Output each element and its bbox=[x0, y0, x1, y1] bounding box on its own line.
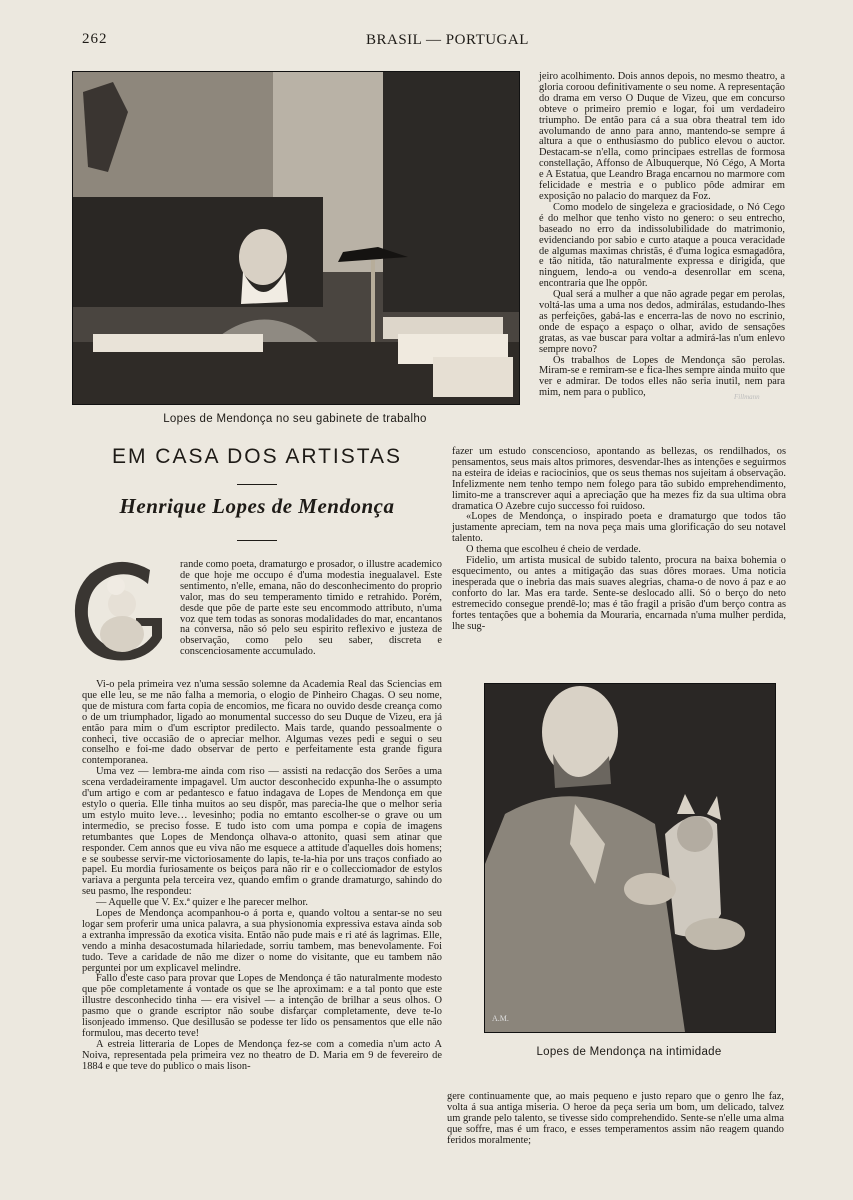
study-photo-caption: Lopes de Mendonça no seu gabinete de trabalho bbox=[163, 413, 427, 425]
wide-column bbox=[452, 447, 786, 632]
intimacy-photo-caption: Lopes de Mendonça na intimidade bbox=[536, 1046, 722, 1058]
paragraph: Fidelio, um artista musical de subido talento, procura na baixa bohemia o esquecimento, ou antes a mitigação das suas dôres moraes. Uma noticia inesperada que o inebria das mais suaves alegrias, chama-o de novo á paz e ao conforto do lar. Mas era tarde. Sente-se deslocado alli. Só o berço do neto estremecido consegue prendê-lo; mas é tão fragil a prisão d'um berço contra as fortes tentações que a bohemia da Mouraria, encarnada n'uma mulher perdida, lhe sug- bbox=[452, 555, 786, 632]
photo-signature: A.M. bbox=[492, 1014, 509, 1023]
divider bbox=[237, 484, 277, 485]
right-column bbox=[539, 72, 785, 399]
intimacy-photo-illustration bbox=[485, 684, 775, 1032]
paragraph: «Lopes de Mendonça, o inspirado poeta e dramaturgo que todos tão justamente apreciam, tem na nova peça mais uma glorificação do seu notavel talento. bbox=[452, 511, 786, 545]
paragraph: A estreia litteraria de Lopes de Mendonça fez-se com a comedia n'um acto A Noiva, representada pela primeira vez no theatro de D. Maria em 9 de fevereiro de 1884 e que teve do publico o mais lison- bbox=[82, 1038, 442, 1072]
running-title: BRASIL — PORTUGAL bbox=[366, 32, 529, 48]
paragraph: Lopes de Mendonça acompanhou-o á porta e, quando voltou a sentar-se no seu logar sem proferir uma unica palavra, a sua physionomia expressiva estava ainda sob a extranha impressão da exotica visita. Então não pude mais e ri até ás lagrimas. Elle, vendo a minha desacostumada hilariedade, sorriu tambem, mas benevolamente. Foi tudo. Teve a caridade de não me dizer o nome do visitante, que eu tambem não perguntei por um explicavel melindre. bbox=[82, 908, 442, 974]
left-column bbox=[82, 680, 442, 1073]
study-photo bbox=[72, 71, 520, 405]
paragraph: Como modelo de singeleza e graciosidade, o Nó Cego é do melhor que tenho visto no genero: o seu entrecho, baseado no erro da indissolubilidade do matrimonio, evidenciando por sabio e curto ataque a pouca veracidade de algumas maximas christãs, é d'uma logica esmagadôra, e tão nitida, tão naturalmente expressa e dirigida, que ninguem, lendo-a ou vendo-a desenrollar em scena, encontraria que lhe oppôr. bbox=[539, 201, 785, 290]
lead-text: rande como poeta, dramaturgo e prosador, o illustre academico de que hoje me occupo é d'uma modestia inegualavel. Este sentimento, n'elle, emana, não do desconhecimento do proprio valor, mas do seu temperamento timido e retrahido. Porém, desde que põe de parte este seu encommodo attributo, n'uma voz que tem todas as sonoras modalidades do mar, encantanos na conversa, não só pelo seu espirito reflexivo e justeza de observação, como pelo seu saber, discreta e conscenciosamente accumulado. bbox=[180, 559, 442, 658]
section-title: EM CASA DOS ARTISTAS bbox=[111, 445, 403, 468]
bottom-right-column bbox=[447, 1092, 784, 1147]
paragraph: fazer um estudo conscencioso, apontando as bellezas, os rendilhados, os pensamentos, seus mais altos primores, desvendar-lhes as intenções e seguirmos na esteira de ideias e raciocinios, que os seus themas nos sujeitam á observação. Infelizmente nem tenho tempo nem folego para tão subido emprehendimento, limito-me a transcrever aqui a apreciação que ha mezes fiz da sua ultima obra dramatica O Azebre cujo successo foi ruidoso. bbox=[452, 446, 786, 512]
page-number: 262 bbox=[82, 31, 108, 47]
study-photo-illustration bbox=[73, 72, 519, 404]
paragraph: Os trabalhos de Lopes de Mendonça são perolas. Miram-se e remiram-se e fica-lhes sempre ainda muito que ver e admirar. De todos elles não seria inutil, nem para mim, nem para o publico, bbox=[539, 354, 785, 399]
lead-paragraph bbox=[180, 560, 442, 658]
photo-signature: Fillmann bbox=[734, 393, 760, 401]
paragraph: — Aquelle que V. Ex.ª quizer e lhe parecer melhor. bbox=[96, 897, 308, 909]
ornamental-initial-g bbox=[70, 556, 174, 670]
paragraph: Fallo d'este caso para provar que Lopes de Mendonça é tão naturalmente modesto que põe completamente á vontade os que se lhe aproximam: e a tal ponto que este illustre desconhecido tinha — era visivel — a intenção de brilhar a seus olhos. O pasmo que o grande escriptor não soube disfarçar completamente, deve te-lo lisonjeado immenso. Que desillusão se podesse ter lido os pensamentos que elle não formulou, mas decerto teve! bbox=[82, 973, 442, 1039]
paragraph: jeiro acolhimento. Dois annos depois, no mesmo theatro, a gloria coroou definitivamente o seu nome. A representação do drama em verso O Duque de Vizeu, que em concurso obteve o primeiro premio e logar, foi um verdadeiro triumpho. De então para cá a sua obra theatral tem ido avolumando de anno para anno, mantendo-se sempre á altura a que o enthusiasmo do publico elevou o auctor. Destacam-se n'ella, como principaes estrellas de formosa constellação, Affonso de Albuquerque, Nó Cégo, A Morta e A Estatua, que Leandro Braga encarnou no marmore com felicidade e mestria e o publico pôde admirar em exposição no palacio do marquez da Foz. bbox=[539, 71, 785, 202]
intimacy-photo bbox=[484, 683, 776, 1033]
paragraph: gere continuamente que, ao mais pequeno e justo reparo que o genro lhe faz, volta á sua antiga miseria. O heroe da peça seria um bom, um delicado, talvez um grande pelo talento, se tivesse sido comprehendido. Sente-se n'elle uma alma que soffre, mas é um fraco, e esses temperamentos assim não reagem quando feridos moralmente; bbox=[447, 1091, 784, 1146]
paragraph: Qual será a mulher a que não agrade pegar em perolas, voltá-las uma a uma nos dedos, admirálas, estudando-lhes as perfeições, gabá-las e encerra-las de novo no escrinio, onde de espaço a espaço o olhar, avido de sensações gratas, as vae buscar para voltar a admirá-las n'um enlevo sempre novo? bbox=[539, 289, 785, 355]
divider bbox=[237, 540, 277, 541]
paragraph: Uma vez — lembra-me ainda com riso — assisti na redacção dos Serões a uma scena verdadeiramente impagavel. Um auctor desconhecido expunha-lhe o assumpto d'um artigo e com ar pedantesco e fatuo indagava de Lopes de Mendonça em que estylo o queria. Elle tinha muitos ao seu dispôr, mas parecia-lhe que o melhor seria um estylo muito leve… levesinho; podia no emtanto escolher-se o grave ou um intermedio, se preciso fosse. E tudo isto com uma pompa e copia de imagens retumbantes que Lopes de Mendonça olhava-o attonito, quasi sem atinar que responder. Cem annos que eu viva não me esquece a attitude d'aquelles dois homens; e se soubesse servir-me victoriosamente do lapis, te-la-hia por uns traços confiado ao papel. Eu mordia furiosamente os beiços para não rir e o collecciomador de estylos variava a pergunta pela terceira vez, quando emfim o grande dramaturgo, sahindo do seu pasmo, lhe respondeu: bbox=[82, 766, 442, 898]
paragraph: Vi-o pela primeira vez n'uma sessão solemne da Academia Real das Sciencias em que elle leu, se me não falha a memoria, o elogio de Pinheiro Chagas. O seu nome, que de mistura com farta copia de encomios, me ficara no ouvido desde creança como o de um triumphador, ligado ao monumental successo do seu Duque de Vizeu, era já então para mim o d'um escriptor predilecto. Mais tarde, quando pessoalmente o conheci, tive occasião de o apreciar melhor. Algumas vezes pedi e segui o seu conselho e foi-me dado observar de perto e perfeitamente esta grande figura contemporanea. bbox=[82, 679, 442, 767]
article-title: Henrique Lopes de Mendonça bbox=[119, 494, 395, 518]
paragraph: O thema que escolheu é cheio de verdade. bbox=[466, 544, 641, 556]
initial-illustration bbox=[70, 556, 174, 670]
